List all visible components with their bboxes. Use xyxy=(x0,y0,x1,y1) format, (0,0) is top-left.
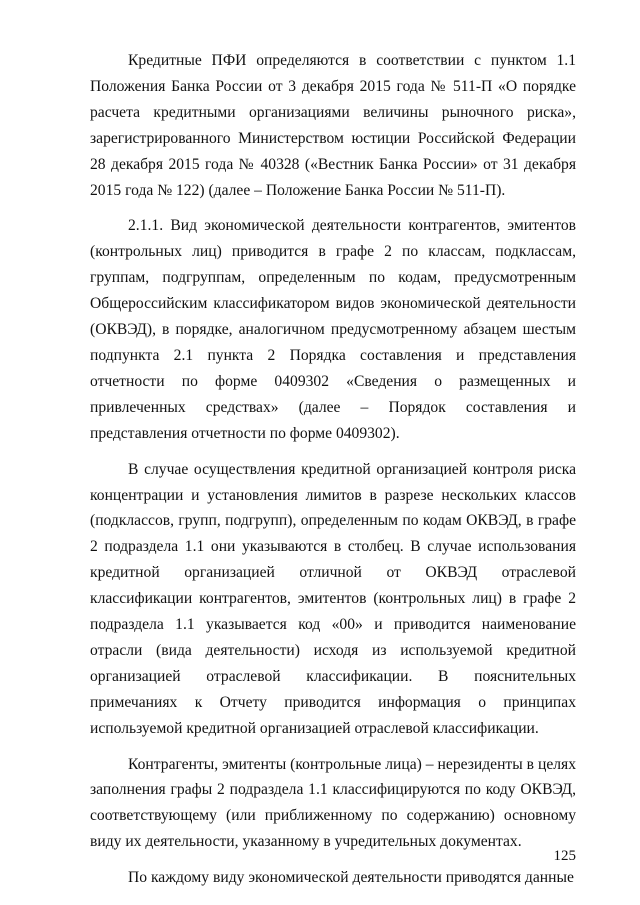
paragraph-credit-pfi: Кредитные ПФИ определяются в соответствии с пунктом 1.1 Положения Банка России от 3 декабря 2015 года № 511-П «О порядке расчета кредитными организациями величины рыночного риска», зарегистрированного Министерством юстиции Российской Федерации 28 декабря 2015 года № 40328 («Вестник Банка России» от 31 декабря 2015 года № 122) (далее – Положение Банка России № 511-П). xyxy=(90,52,576,199)
paragraph-risk-concentration: В случае осуществления кредитной организацией контроля риска концентрации и установления лимитов в разрезе нескольких классов (подклассов, групп, подгрупп), определенным по кодам ОКВЭД, в графе 2 подраздела 1.1 они указываются в столбец. В случае использования кредитной организацией отличной от ОКВЭД отраслевой классификации контрагентов, эмитентов (контрольных лиц) в графе 2 подраздела 1.1 указывается код «00» и приводится наименование отрасли (вида деятельности) исходя из используемой кредитной организацией отраслевой классификации. В пояснительных примечаниях к Отчету приводится информация о принципах используемой кредитной организацией отраслевой классификации. xyxy=(90,460,576,737)
paragraph-by-activity: По каждому виду экономической деятельности приводятся данные xyxy=(128,869,574,887)
document-page xyxy=(90,48,576,891)
paragraph-nonresidents: Контрагенты, эмитенты (контрольные лица) – нерезиденты в целях заполнения графы 2 подраздела 1.1 классифицируются по коду ОКВЭД, соответствующему (или приближенному по содержанию) основному виду их деятельности, указанному в учредительных документах. xyxy=(90,755,576,851)
page-number: 125 xyxy=(553,848,576,864)
paragraph-2-1-1: 2.1.1. Вид экономической деятельности контрагентов, эмитентов (контрольных лиц) приводится в графе 2 по классам, подклассам, группам, подгруппам, определенным по кодам, предусмотренным Общероссийским классификатором видов экономической деятельности (ОКВЭД), в порядке, аналогичном предусмотренному абзацем шестым подпункта 2.1 пункта 2 Порядка составления и представления отчетности по форме 0409302 «Сведения о размещенных и привлеченных средствах» (далее – Порядок составления и представления отчетности по форме 0409302). xyxy=(90,217,576,442)
